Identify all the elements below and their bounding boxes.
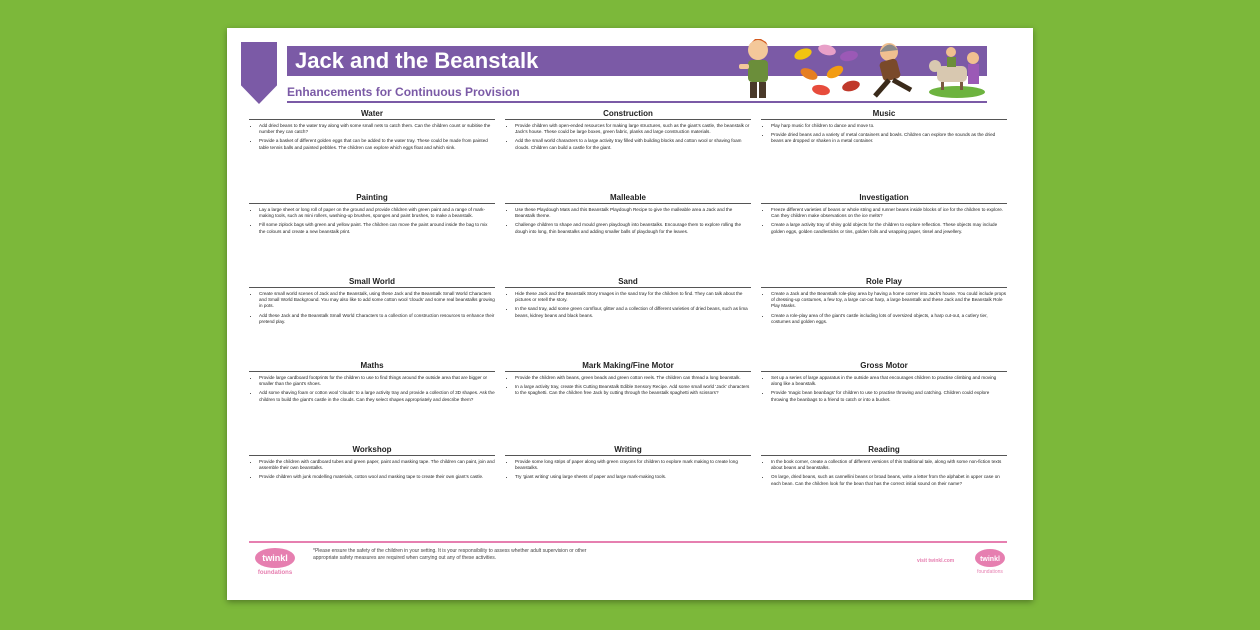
section-rule [761, 455, 1007, 456]
section-title: Writing [614, 445, 642, 454]
list-item: • Provide dried beans and a variety of metal containers and bowls. Children can explore the sounds as the dried beans are dropped or shaken in a metal container. [771, 132, 1007, 144]
footer-url[interactable]: visit twinkl.com [917, 558, 955, 564]
subtitle-rule [287, 101, 987, 103]
bullet-list [249, 123, 495, 151]
bullet-list [505, 375, 751, 397]
list-item: • In the book corner, create a collection of different versions of this traditional tale, along with some non-fiction texts about beans and beanstalks. [771, 459, 1007, 471]
footer-rule [249, 541, 1007, 543]
list-item: • Add some shaving foam or cotton wool 'clouds' to a large activity tray and provide a collection of 3D shapes. Ask the children to build the giant's castle in the clouds. Can they select shapes appropriately and describe them? [259, 390, 495, 402]
section-maths [249, 360, 495, 406]
list-item: • Challenge children to shape and mould green playdough into beanstalks. Encourage them to explore rolling the dough into long, thin beanstalks and adding smaller balls of playdough for the leaves. [515, 222, 751, 234]
section-body [249, 123, 495, 151]
section-reading [761, 444, 1007, 490]
section-body [249, 459, 495, 481]
bullet-list [249, 207, 495, 235]
svg-text:foundations: foundations [257, 570, 293, 576]
twinkl-logo [253, 546, 297, 576]
section-construction [505, 108, 751, 154]
section-malleable [505, 192, 751, 238]
section-body [761, 375, 1007, 403]
bullet-list [505, 459, 751, 481]
section-body [505, 459, 751, 481]
section-title: Sand [618, 277, 638, 286]
section-music [761, 108, 1007, 148]
bullet-list [761, 291, 1007, 325]
section-body [761, 291, 1007, 325]
section-rule [249, 119, 495, 120]
bullet-list [505, 123, 751, 151]
section-rule [505, 371, 751, 372]
section-body [249, 375, 495, 403]
section-rule [761, 119, 1007, 120]
section-title: Investigation [859, 193, 909, 202]
list-item: • Provide the children with cardboard tubes and green paper, paint and masking tape. The children can paint, join and assemble their own beanstalks. [259, 459, 495, 471]
list-item: • On large, dried beans, such as cannellini beans or broad beans, write a letter from the alphabet in upper case on each bean. Can the children look for the bean that has the correct initial sound on their name? [771, 474, 1007, 486]
section-rule [249, 371, 495, 372]
list-item: • Freeze different varieties of beans or whole string and runner beans inside blocks of ice for the children to explore. Can they children make observations on the ice melts? [771, 207, 1007, 219]
list-item: • Create a role-play area of the giant's castle including lots of oversized objects, a harp cut-out, a cutlery tier, costumes and golden eggs. [771, 313, 1007, 325]
section-title: Maths [360, 361, 384, 370]
section-title: Malleable [609, 193, 646, 202]
list-item: • Provide children with open-ended resources for making large structures, such as the giant's castle, the beanstalk or Jack's house. These could be large boxes, green fabric, planks and large construction materials. [515, 123, 751, 135]
section-rule [761, 287, 1007, 288]
list-item: • Add dried beans to the water tray along with some small nets to catch them. Can the children count or subitise the number they can catch? [259, 123, 495, 135]
list-item: • Create a large activity tray of shiny gold objects for the children to explore reflection. These objects may include golden eggs, golden candlesticks or tins, golden foils and wrapping paper, tinsel and jewellery. [771, 222, 1007, 234]
bullet-list [249, 375, 495, 403]
section-body [761, 123, 1007, 145]
bullet-list [505, 291, 751, 319]
list-item: • Try 'giant writing' using large sheets of paper and large mark-making tools. [515, 474, 751, 480]
section-rule [249, 287, 495, 288]
list-item: • Fill some ziplock bags with green and yellow paint. The children can move the paint around inside the bag to mix the colours and create a new beanstalk print. [259, 222, 495, 234]
section-title: Role Play [865, 277, 902, 286]
section-rule [761, 371, 1007, 372]
bullet-list [505, 207, 751, 235]
section-rule [249, 203, 495, 204]
section-title: Gross Motor [860, 361, 908, 370]
list-item: • In a large activity tray, create this Cutting Beanstalk Edible Sensory Recipe. Add some small world 'Jack' characters to the spaghetti. Can the children free Jack by cutting through the beanstalk spaghetti with scissors? [515, 384, 751, 396]
section-title: Water [361, 109, 383, 118]
section-rule [505, 455, 751, 456]
bullet-list [761, 375, 1007, 403]
list-item: • Play harp music for children to dance and move to. [771, 123, 1007, 129]
section-body [761, 207, 1007, 235]
section-painting [249, 192, 495, 238]
section-sand [505, 276, 751, 322]
bullet-list [761, 207, 1007, 235]
section-body [505, 375, 751, 397]
section-role-play [761, 276, 1007, 328]
section-rule [505, 287, 751, 288]
list-item: • Add these Jack and the Beanstalk Small World Characters to a collection of construction resources to enhance their pretend play. [259, 313, 495, 325]
safety-disclaimer: *Please ensure the safety of the children in your setting. It is your responsibility to assess whether adult supervision or other appropriate safety measures are required when carrying out any of these activities. [313, 548, 587, 561]
list-item: • In the sand tray, add some green cornflour, glitter and a collection of different varieties of dried beans, such as lima beans, kidney beans and black beans. [515, 306, 751, 318]
list-item: • Provide children with junk modelling materials, cotton wool and masking tape to create their own giant's castle. [259, 474, 495, 480]
section-water [249, 108, 495, 154]
section-title: Workshop [352, 445, 392, 454]
bookmark-tab [241, 42, 277, 104]
page-title: Jack and the Beanstalk [287, 46, 757, 76]
page-subtitle: Enhancements for Continuous Provision [287, 85, 520, 99]
section-body [249, 291, 495, 325]
section-rule [505, 203, 751, 204]
list-item: • Set up a series of large apparatus in the outside area that encourages children to practise climbing and moving along like a beanstalk. [771, 375, 1007, 387]
section-title: Music [872, 109, 896, 118]
list-item: • Provide the children with beans, green beads and green cotton reels. The children can thread a long beanstalk. [515, 375, 751, 381]
list-item: • Add the small world characters to a large activity tray filled with building blocks and cotton wool or shaving foam clouds. Children can build a castle for the giant. [515, 138, 751, 150]
jack-illustration [733, 36, 783, 102]
giant-illustration [867, 38, 923, 100]
svg-text:twinkl: twinkl [262, 553, 288, 563]
section-investigation [761, 192, 1007, 238]
section-title: Construction [603, 109, 653, 118]
list-item: • Provide some long strips of paper along with green crayons for children to explore mark making to create long beanstalks. [515, 459, 751, 471]
section-rule [249, 455, 495, 456]
beans-illustration [787, 42, 867, 100]
bullet-list [249, 459, 495, 481]
section-rule [761, 203, 1007, 204]
section-title: Small World [348, 277, 396, 286]
section-small-world [249, 276, 495, 328]
section-title: Reading [868, 445, 900, 454]
section-workshop [249, 444, 495, 484]
section-rule [505, 119, 751, 120]
bullet-list [249, 291, 495, 325]
document-sheet [227, 28, 1033, 600]
section-writing [505, 444, 751, 484]
section-body [505, 123, 751, 151]
svg-text:foundations: foundations [977, 569, 1003, 575]
section-title: Mark Making/Fine Motor [582, 361, 674, 370]
list-item: • Create a Jack and the Beanstalk role-play area by having a home corner into Jack's house. You could include props of dressing-up costumes, a few toy, a large cut-out harp, a large beanstalk and these Jack and the Beanstalk Role Play Masks. [771, 291, 1007, 310]
list-item: • Provide 'magic bean beanbags' for children to use to practise throwing and catching. Children could explore throwing the beanbags to a friend to catch or into a bucket. [771, 390, 1007, 402]
section-mark-making-fine-motor [505, 360, 751, 400]
cow-family-illustration [927, 38, 987, 100]
section-gross-motor [761, 360, 1007, 406]
list-item: • Create small world scenes of Jack and the Beanstalk, using these Jack and the Beanstalk Small World Characters and Small World Background. You may also like to add some cotton wool 'clouds' and some real beanstalks growing in pots. [259, 291, 495, 310]
list-item: • Use these Playdough Mats and this Beanstalk Playdough Recipe to give the malleable area a Jack and the Beanstalk theme. [515, 207, 751, 219]
twinkl-small-logo [973, 546, 1007, 576]
section-title: Painting [356, 193, 388, 202]
list-item: • Hide these Jack and the Beanstalk Story Images in the sand tray for the children to find. They can talk about the pictures or retell the story. [515, 291, 751, 303]
list-item: • Provide a basket of different golden eggs that can be added to the water tray. These could be made from painted table tennis balls and painted pebbles. The children can explore which eggs float and which sink. [259, 138, 495, 150]
bullet-list [761, 459, 1007, 487]
section-body [505, 291, 751, 319]
svg-text:twinkl: twinkl [980, 556, 1000, 563]
list-item: • Provide large cardboard footprints for the children to use to find things around the outside area that are bigger or smaller than the giant's shoes. [259, 375, 495, 387]
section-body [761, 459, 1007, 487]
list-item: • Lay a large sheet or long roll of paper on the ground and provide children with green paint and a range of mark-making tools, such as mini rollers, washing-up brushes, sponges and paint brushes, to make a beanstalk. [259, 207, 495, 219]
bullet-list [761, 123, 1007, 145]
section-body [505, 207, 751, 235]
section-body [249, 207, 495, 235]
